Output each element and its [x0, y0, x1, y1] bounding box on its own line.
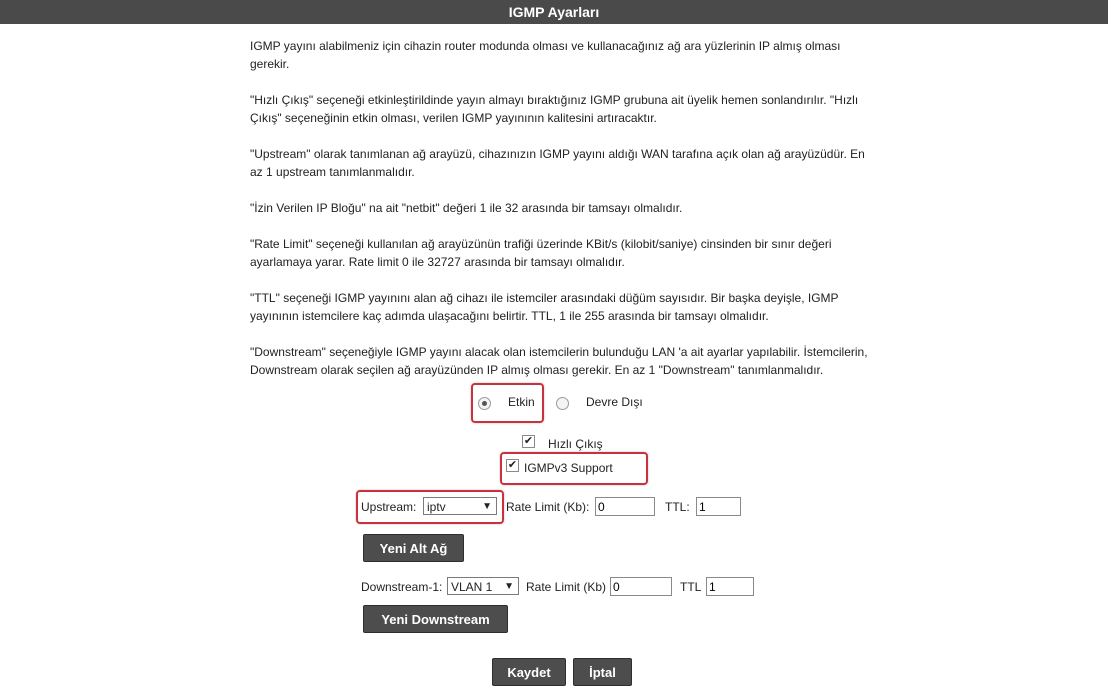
downstream-ttl-input[interactable] — [706, 577, 754, 596]
save-button[interactable]: Kaydet — [492, 658, 566, 686]
upstream-select-value: iptv — [427, 500, 446, 514]
upstream-label: Upstream: — [361, 500, 417, 514]
radio-enabled-label: Etkin — [508, 395, 535, 409]
downstream-ttl-label: TTL — [680, 580, 702, 594]
info-downstream: "Downstream" seçeneğiyle IGMP yayını alacak olan istemcilerin bulunduğu LAN 'a ait ayarlar yapılabilir. İstemcilerin, Downstream olarak seçilen ağ arayüzünden IP almış olması gerekir. En az 1 "Downstream" tanımlanmalıdır. — [250, 345, 868, 377]
downstream-rate-label: Rate Limit (Kb) — [526, 580, 607, 594]
igmpv3-checkbox[interactable]: ✔ — [507, 459, 518, 471]
radio-disabled-label: Devre Dışı — [586, 395, 643, 409]
radio-enabled[interactable] — [478, 397, 491, 410]
upstream-ttl-label: TTL: — [665, 500, 690, 514]
info-igmp-requirement: IGMP yayını alabilmeniz için cihazin router modunda olması ve kullanacağınız ağ ara yüzlerinin IP almış olması gerekir. — [250, 39, 841, 71]
downstream-select-value: VLAN 1 — [451, 580, 493, 594]
fast-leave-label: Hızlı Çıkış — [548, 437, 603, 451]
upstream-rate-label: Rate Limit (Kb): — [506, 500, 590, 514]
add-downstream-button[interactable]: Yeni Downstream — [363, 605, 508, 633]
downstream-rate-input[interactable] — [610, 577, 672, 596]
info-upstream: "Upstream" olarak tanımlanan ağ arayüzü, cihazınızın IGMP yayını aldığı WAN tarafına açık olan ağ arayüzüdür. En az 1 upstream tanımlanmalıdır. — [250, 147, 865, 179]
page-title: IGMP Ayarları — [0, 0, 1108, 24]
upstream-rate-input[interactable] — [595, 497, 655, 516]
chevron-down-icon: ▼ — [504, 581, 514, 592]
cancel-button[interactable]: İptal — [573, 658, 632, 686]
info-netbit: "İzin Verilen IP Bloğu" na ait "netbit" değeri 1 ile 32 arasında bir tamsayı olmalıdır. — [250, 201, 683, 215]
info-rate-limit: "Rate Limit" seçeneği kullanılan ağ arayüzünün trafiği üzerinde KBit/s (kilobit/saniye) cinsinden bir sınır değeri ayarlamaya yarar. Rate limit 0 ile 32727 arasında bir tamsayı olmalıdır. — [250, 237, 832, 269]
fast-leave-checkbox[interactable]: ✔ — [523, 435, 534, 447]
downstream-label: Downstream-1: — [361, 580, 443, 594]
upstream-select[interactable] — [423, 497, 497, 515]
upstream-ttl-input[interactable] — [696, 497, 741, 516]
downstream-select[interactable] — [447, 577, 519, 595]
add-subnet-button[interactable]: Yeni Alt Ağ — [363, 534, 464, 562]
info-ttl: "TTL" seçeneği IGMP yayınını alan ağ cihazı ile istemciler arasındaki düğüm sayısıdır. Bir başka deyişle, IGMP yayınının istemcilere kaç adımda ulaşacağını belirtir. TTL, 1 ile 255 arasında bir tamsayı olmalıdır. — [250, 291, 839, 323]
info-fast-leave: "Hızlı Çıkış" seçeneği etkinleştirildinde yayın almayı bıraktığınız IGMP grubuna ait üyelik hemen sonlandırılır. "Hızlı Çıkış" seçeneğinin etkin olması, verilen IGMP yayınının kalitesini artıracaktır. — [250, 93, 859, 125]
radio-disabled[interactable] — [556, 397, 569, 410]
igmpv3-label: IGMPv3 Support — [524, 461, 613, 475]
chevron-down-icon: ▼ — [482, 501, 492, 512]
